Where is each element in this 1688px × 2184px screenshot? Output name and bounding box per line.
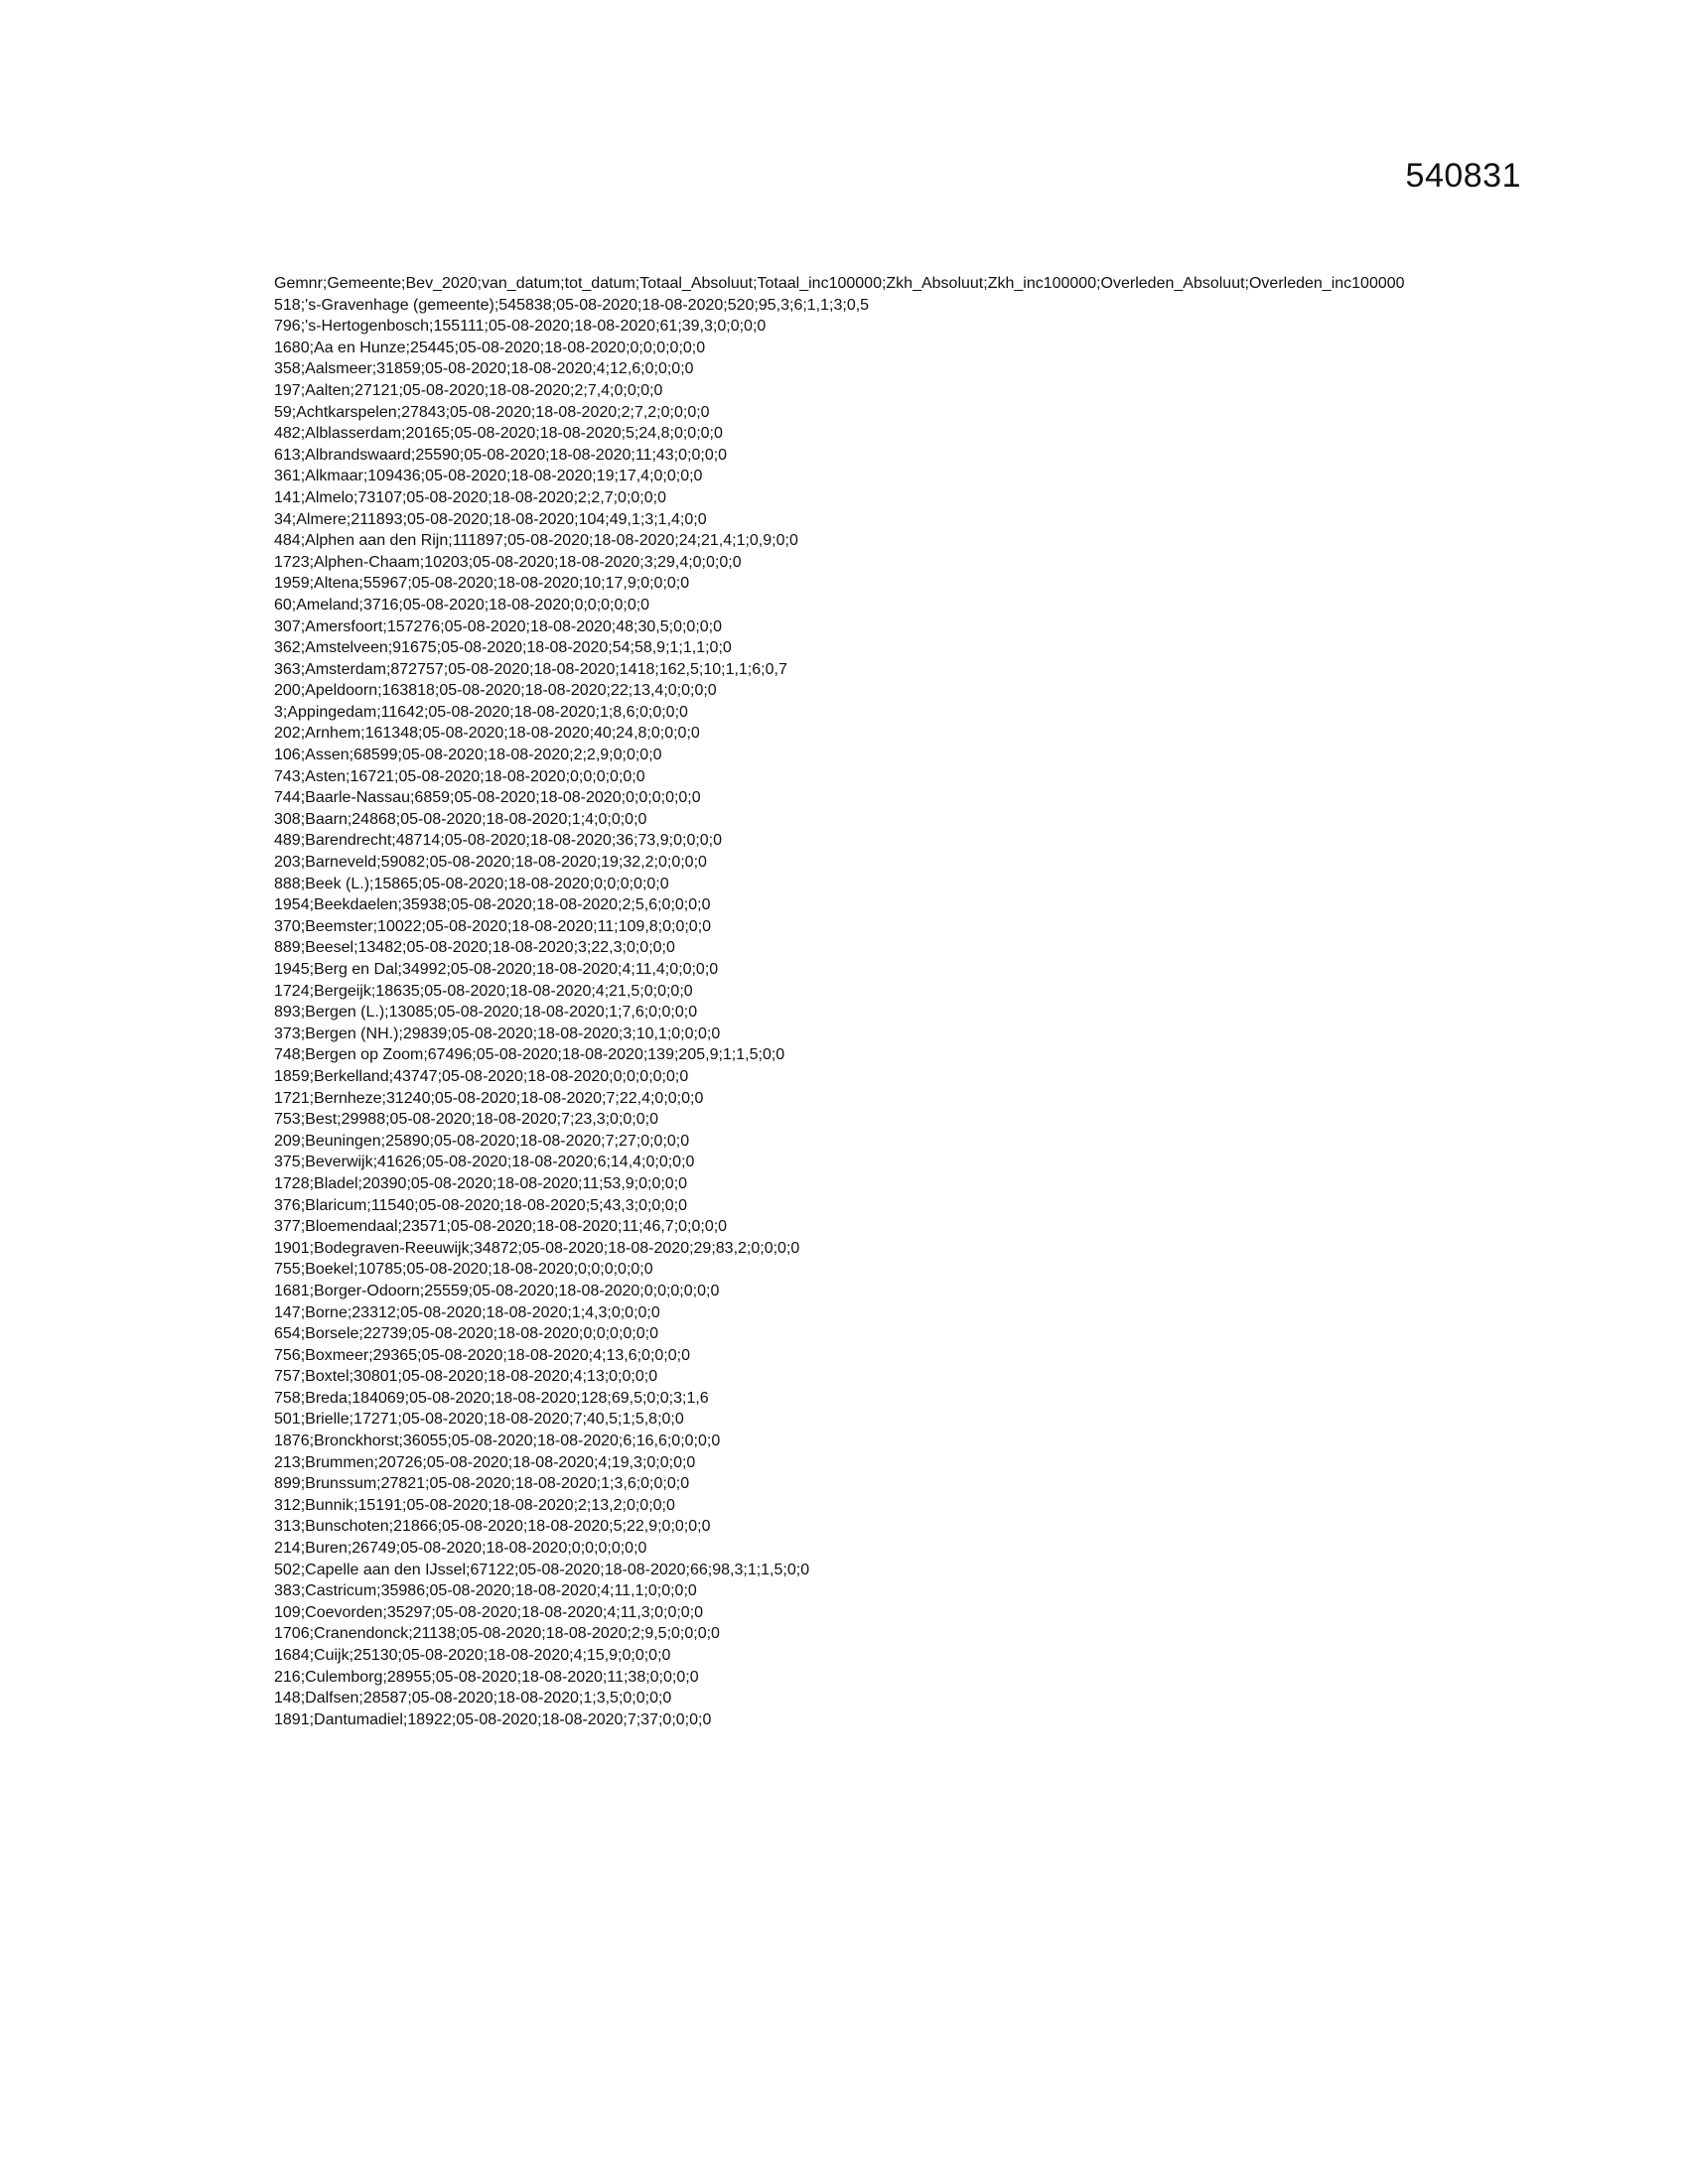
csv-row: 34;Almere;211893;05-08-2020;18-08-2020;104;49,1;3;1,4;0;0 [274,510,707,528]
csv-row: 518;'s-Gravenhage (gemeente);545838;05-08-2020;18-08-2020;520;95,3;6;1,1;3;0,5 [274,296,870,314]
csv-row: 358;Aalsmeer;31859;05-08-2020;18-08-2020;4;12,6;0;0;0;0 [274,360,694,378]
csv-row: 1891;Dantumadiel;18922;05-08-2020;18-08-2020;7;37;0;0;0;0 [274,1710,712,1728]
csv-row: 748;Bergen op Zoom;67496;05-08-2020;18-08-2020;139;205,9;1;1,5;0;0 [274,1046,785,1064]
csv-row: 200;Apeldoorn;163818;05-08-2020;18-08-2020;22;13,4;0;0;0;0 [274,682,717,700]
csv-row: 59;Achtkarspelen;27843;05-08-2020;18-08-2020;2;7,2;0;0;0;0 [274,403,710,421]
csv-row: 216;Culemborg;28955;05-08-2020;18-08-2020;11;38;0;0;0;0 [274,1668,699,1686]
csv-row: 1959;Altena;55967;05-08-2020;18-08-2020;10;17,9;0;0;0;0 [274,575,690,593]
csv-row: 1724;Bergeijk;18635;05-08-2020;18-08-2020;4;21,5;0;0;0;0 [274,982,693,1000]
csv-row: 1945;Berg en Dal;34992;05-08-2020;18-08-2020;4;11,4;0;0;0;0 [274,961,719,978]
csv-row: 1859;Berkelland;43747;05-08-2020;18-08-2020;0;0;0;0;0;0 [274,1067,689,1085]
csv-row: 501;Brielle;17271;05-08-2020;18-08-2020;7;40,5;1;5,8;0;0 [274,1411,684,1429]
csv-row: 753;Best;29988;05-08-2020;18-08-2020;7;23,3;0;0;0;0 [274,1111,658,1129]
csv-row: 361;Alkmaar;109436;05-08-2020;18-08-2020;19;17,4;0;0;0;0 [274,468,703,485]
csv-row: 312;Bunnik;15191;05-08-2020;18-08-2020;2;13,2;0;0;0;0 [274,1496,675,1514]
csv-row: 141;Almelo;73107;05-08-2020;18-08-2020;2;2,7;0;0;0;0 [274,488,666,506]
csv-row: 1706;Cranendonck;21138;05-08-2020;18-08-2020;2;9,5;0;0;0;0 [274,1625,720,1643]
csv-row: 106;Assen;68599;05-08-2020;18-08-2020;2;2,9;0;0;0;0 [274,747,662,764]
csv-row: 654;Borsele;22739;05-08-2020;18-08-2020;0;0;0;0;0;0 [274,1325,658,1343]
csv-row: 1728;Bladel;20390;05-08-2020;18-08-2020;11;53,9;0;0;0;0 [274,1174,688,1192]
csv-row: 755;Boekel;10785;05-08-2020;18-08-2020;0;0;0;0;0;0 [274,1261,653,1279]
csv-row: 370;Beemster;10022;05-08-2020;18-08-2020;11;109,8;0;0;0;0 [274,917,712,935]
csv-row: 375;Beverwijk;41626;05-08-2020;18-08-2020;6;14,4;0;0;0;0 [274,1154,695,1171]
csv-row: 383;Castricum;35986;05-08-2020;18-08-2020;4;11,1;0;0;0;0 [274,1582,697,1600]
csv-row: 796;'s-Hertogenbosch;155111;05-08-2020;18-08-2020;61;39,3;0;0;0;0 [274,318,767,336]
csv-row: 307;Amersfoort;157276;05-08-2020;18-08-2020;48;30,5;0;0;0;0 [274,617,722,635]
csv-row: 757;Boxtel;30801;05-08-2020;18-08-2020;4;13;0;0;0;0 [274,1368,658,1386]
csv-row: 213;Brummen;20726;05-08-2020;18-08-2020;4;19,3;0;0;0;0 [274,1453,696,1471]
csv-row: 1723;Alphen-Chaam;10203;05-08-2020;18-08-2020;3;29,4;0;0;0;0 [274,553,742,571]
csv-row: 203;Barneveld;59082;05-08-2020;18-08-2020;19;32,2;0;0;0;0 [274,854,707,872]
csv-row: 60;Ameland;3716;05-08-2020;18-08-2020;0;0;0;0;0;0 [274,596,650,614]
csv-row: 1684;Cuijk;25130;05-08-2020;18-08-2020;4;15,9;0;0;0;0 [274,1647,671,1664]
csv-row: 363;Amsterdam;872757;05-08-2020;18-08-2020;1418;162,5;10;1,1;6;0,7 [274,660,787,678]
csv-row: 197;Aalten;27121;05-08-2020;18-08-2020;2;7,4;0;0;0;0 [274,381,663,399]
csv-row: 889;Beesel;13482;05-08-2020;18-08-2020;3;22,3;0;0;0;0 [274,939,675,957]
page-number: 540831 [1405,157,1521,195]
csv-row: 893;Bergen (L.);13085;05-08-2020;18-08-2020;1;7,6;0;0;0;0 [274,1004,698,1022]
csv-row: 744;Baarle-Nassau;6859;05-08-2020;18-08-2020;0;0;0;0;0;0 [274,789,701,807]
csv-row: 888;Beek (L.);15865;05-08-2020;18-08-2020;0;0;0;0;0;0 [274,875,669,892]
csv-row: 3;Appingedam;11642;05-08-2020;18-08-2020;1;8,6;0;0;0;0 [274,703,688,721]
csv-row: 376;Blaricum;11540;05-08-2020;18-08-2020;5;43,3;0;0;0;0 [274,1196,688,1214]
csv-row: 613;Albrandswaard;25590;05-08-2020;18-08-2020;11;43;0;0;0;0 [274,446,728,464]
csv-row: 308;Baarn;24868;05-08-2020;18-08-2020;1;4;0;0;0;0 [274,810,647,828]
csv-row: 148;Dalfsen;28587;05-08-2020;18-08-2020;1;3,5;0;0;0;0 [274,1690,672,1707]
csv-row: 1680;Aa en Hunze;25445;05-08-2020;18-08-2020;0;0;0;0;0;0 [274,339,706,356]
csv-row: 756;Boxmeer;29365;05-08-2020;18-08-2020;4;13,6;0;0;0;0 [274,1346,690,1364]
csv-row: 109;Coevorden;35297;05-08-2020;18-08-2020;4;11,3;0;0;0;0 [274,1603,704,1621]
csv-row: 1681;Borger-Odoorn;25559;05-08-2020;18-08-2020;0;0;0;0;0;0 [274,1282,720,1299]
csv-data-block [274,273,1426,1730]
csv-row: 489;Barendrecht;48714;05-08-2020;18-08-2020;36;73,9;0;0;0;0 [274,832,723,850]
csv-row: 758;Breda;184069;05-08-2020;18-08-2020;128;69,5;0;0;3;1,6 [274,1389,709,1407]
csv-row: 209;Beuningen;25890;05-08-2020;18-08-2020;7;27;0;0;0;0 [274,1132,690,1150]
csv-row: 362;Amstelveen;91675;05-08-2020;18-08-2020;54;58,9;1;1,1;0;0 [274,639,732,657]
csv-row: 373;Bergen (NH.);29839;05-08-2020;18-08-2020;3;10,1;0;0;0;0 [274,1024,721,1042]
csv-rows [274,295,1426,1731]
csv-row: 899;Brunssum;27821;05-08-2020;18-08-2020;1;3,6;0;0;0;0 [274,1475,690,1493]
csv-row: 482;Alblasserdam;20165;05-08-2020;18-08-2020;5;24,8;0;0;0;0 [274,425,723,443]
csv-row: 147;Borne;23312;05-08-2020;18-08-2020;1;4,3;0;0;0;0 [274,1303,660,1321]
csv-row: 743;Asten;16721;05-08-2020;18-08-2020;0;0;0;0;0;0 [274,767,645,785]
csv-row: 202;Arnhem;161348;05-08-2020;18-08-2020;40;24,8;0;0;0;0 [274,725,700,743]
csv-row: 1954;Beekdaelen;35938;05-08-2020;18-08-2020;2;5,6;0;0;0;0 [274,896,711,914]
csv-row: 313;Bunschoten;21866;05-08-2020;18-08-2020;5;22,9;0;0;0;0 [274,1518,711,1536]
csv-row: 1876;Bronckhorst;36055;05-08-2020;18-08-2020;6;16,6;0;0;0;0 [274,1433,721,1450]
csv-row: 502;Capelle aan den IJssel;67122;05-08-2020;18-08-2020;66;98,3;1;1,5;0;0 [274,1561,810,1578]
csv-header-row: Gemnr;Gemeente;Bev_2020;van_datum;tot_datum;Totaal_Absoluut;Totaal_inc100000;Zkh_Absoluut;Zkh_inc100000;Overleden_Absoluut;Overleden_inc100000 [274,275,1405,292]
csv-row: 1721;Bernheze;31240;05-08-2020;18-08-2020;7;22,4;0;0;0;0 [274,1089,704,1107]
csv-row: 1901;Bodegraven-Reeuwijk;34872;05-08-2020;18-08-2020;29;83,2;0;0;0;0 [274,1239,800,1257]
csv-row: 484;Alphen aan den Rijn;111897;05-08-2020;18-08-2020;24;21,4;1;0,9;0;0 [274,532,798,550]
csv-row: 377;Bloemendaal;23571;05-08-2020;18-08-2020;11;46,7;0;0;0;0 [274,1218,728,1236]
csv-row: 214;Buren;26749;05-08-2020;18-08-2020;0;0;0;0;0;0 [274,1540,647,1558]
